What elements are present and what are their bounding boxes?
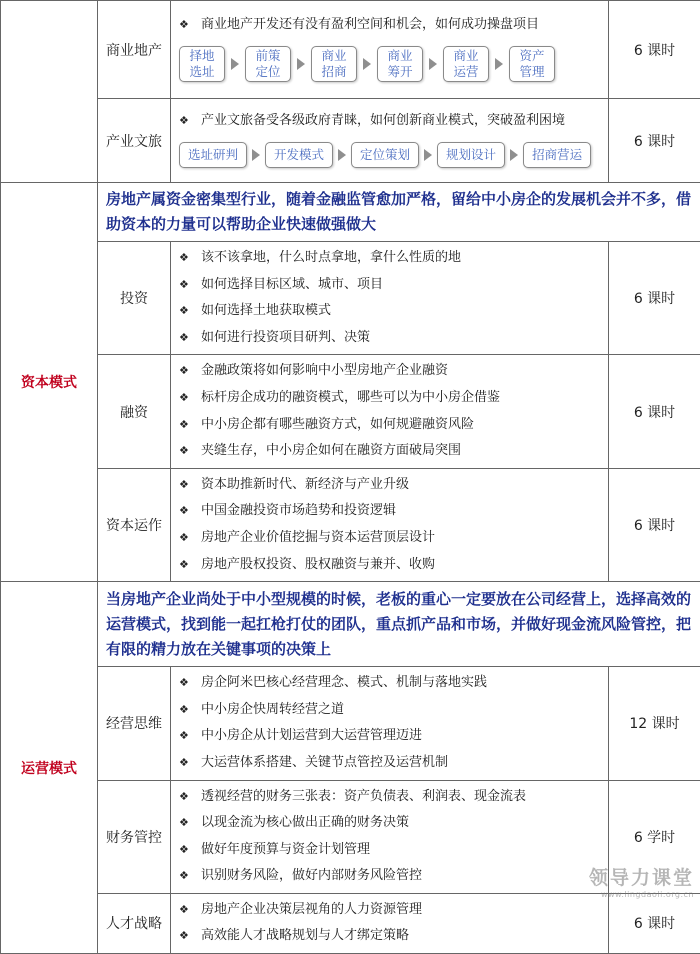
point-item xyxy=(179,325,608,352)
bullet-icon: ❖ xyxy=(179,670,201,697)
point-item xyxy=(179,245,608,272)
point-list xyxy=(171,105,608,138)
watermark-url: www.lingdaoli.org.cn xyxy=(589,890,694,899)
point-item xyxy=(179,108,608,135)
module-name: 人才战略 xyxy=(98,893,171,953)
bullet-icon: ❖ xyxy=(179,385,201,412)
point-text: 透视经营的财务三张表：资产负债表、利润表、现金流表 xyxy=(201,789,526,804)
point-item xyxy=(179,897,608,924)
point-list xyxy=(171,469,608,581)
point-text: 资本助推新时代、新经济与产业升级 xyxy=(201,477,409,492)
module-content xyxy=(171,242,609,355)
point-list xyxy=(171,667,608,779)
module-content xyxy=(171,667,609,780)
hours-cell: 6 课时 xyxy=(609,99,700,183)
arrow-right-icon xyxy=(424,149,432,161)
module-row xyxy=(1,1,700,99)
point-text: 如何选择土地获取模式 xyxy=(201,303,331,318)
bullet-icon: ❖ xyxy=(179,784,201,811)
point-item xyxy=(179,298,608,325)
section-intro-row xyxy=(1,582,700,667)
point-list xyxy=(171,781,608,893)
bullet-icon: ❖ xyxy=(179,810,201,837)
bullet-icon: ❖ xyxy=(179,498,201,525)
bullet-icon: ❖ xyxy=(179,697,201,724)
point-item xyxy=(179,272,608,299)
point-text: 金融政策将如何影响中小型房地产企业融资 xyxy=(201,363,448,378)
module-content xyxy=(171,893,609,953)
flow-step: 商业 运营 xyxy=(443,46,489,82)
point-text: 如何进行投资项目研判、决策 xyxy=(201,330,370,345)
point-text: 中小房企从计划运营到大运营管理迈进 xyxy=(201,728,422,743)
point-text: 高效能人才战略规划与人才绑定策略 xyxy=(201,928,409,943)
point-item xyxy=(179,498,608,525)
bullet-icon: ❖ xyxy=(179,245,201,272)
point-text: 该不该拿地，什么时点拿地，拿什么性质的地 xyxy=(201,250,461,265)
flow-step: 择地 选址 xyxy=(179,46,225,82)
module-name: 融资 xyxy=(98,355,171,468)
point-text: 中小房企都有哪些融资方式，如何规避融资风险 xyxy=(201,417,474,432)
category-cell xyxy=(1,1,98,183)
arrow-right-icon xyxy=(429,58,437,70)
module-content xyxy=(171,355,609,468)
category-cell: 运营模式 xyxy=(1,582,98,954)
hours-cell: 6 课时 xyxy=(609,893,700,953)
bullet-icon: ❖ xyxy=(179,272,201,299)
bullet-icon: ❖ xyxy=(179,412,201,439)
flow-step: 资产 管理 xyxy=(509,46,555,82)
hours-cell: 6 课时 xyxy=(609,242,700,355)
point-item xyxy=(179,810,608,837)
module-row xyxy=(1,355,700,468)
point-text: 识别财务风险，做好内部财务风险管控 xyxy=(201,868,422,883)
bullet-icon: ❖ xyxy=(179,325,201,352)
module-name: 资本运作 xyxy=(98,468,171,581)
point-text: 如何选择目标区域、城市、项目 xyxy=(201,277,383,292)
point-text: 房企阿米巴核心经营理念、模式、机制与落地实践 xyxy=(201,675,487,690)
watermark-title: 领导力课堂 xyxy=(589,863,694,890)
module-content xyxy=(171,99,609,183)
point-list xyxy=(171,355,608,467)
process-flow xyxy=(171,42,608,90)
section-intro: 当房地产企业尚处于中小型规模的时候，老板的重心一定要放在公司经营上，选择高效的运营模式，找到能一起扛枪打仗的团队，重点抓产品和市场，并做好现金流风险管控，把有限的精力放在关键事项的决策上 xyxy=(98,582,700,667)
hours-cell: 6 学时 xyxy=(609,780,700,893)
point-text: 标杆房企成功的融资模式，哪些可以为中小房企借鉴 xyxy=(201,390,500,405)
point-item xyxy=(179,923,608,950)
watermark xyxy=(589,863,694,899)
point-text: 中国金融投资市场趋势和投资逻辑 xyxy=(201,503,396,518)
bullet-icon: ❖ xyxy=(179,750,201,777)
arrow-right-icon xyxy=(252,149,260,161)
flow-step: 开发模式 xyxy=(265,142,333,168)
bullet-icon: ❖ xyxy=(179,837,201,864)
module-name: 商业地产 xyxy=(98,1,171,99)
bullet-icon: ❖ xyxy=(179,438,201,465)
hours-cell: 6 课时 xyxy=(609,468,700,581)
point-text: 房地产股权投资、股权融资与兼并、收购 xyxy=(201,557,435,572)
arrow-right-icon xyxy=(495,58,503,70)
arrow-right-icon xyxy=(231,58,239,70)
point-item xyxy=(179,697,608,724)
point-list xyxy=(171,242,608,354)
arrow-right-icon xyxy=(297,58,305,70)
point-item xyxy=(179,723,608,750)
flow-step: 招商营运 xyxy=(523,142,591,168)
module-name: 财务管控 xyxy=(98,780,171,893)
point-item xyxy=(179,784,608,811)
point-text: 大运营体系搭建、关键节点管控及运营机制 xyxy=(201,755,448,770)
arrow-right-icon xyxy=(510,149,518,161)
point-item xyxy=(179,385,608,412)
flow-step: 商业 招商 xyxy=(311,46,357,82)
flow-step: 规划设计 xyxy=(437,142,505,168)
flow-step: 商业 筹开 xyxy=(377,46,423,82)
bullet-icon: ❖ xyxy=(179,897,201,924)
bullet-icon: ❖ xyxy=(179,12,201,39)
point-text: 中小房企快周转经营之道 xyxy=(201,702,344,717)
module-content xyxy=(171,468,609,581)
bullet-icon: ❖ xyxy=(179,525,201,552)
module-name: 投资 xyxy=(98,242,171,355)
bullet-icon: ❖ xyxy=(179,552,201,579)
point-text: 以现金流为核心做出正确的财务决策 xyxy=(201,815,409,830)
hours-cell: 6 课时 xyxy=(609,355,700,468)
bullet-icon: ❖ xyxy=(179,923,201,950)
point-text: 做好年度预算与资金计划管理 xyxy=(201,842,370,857)
point-item xyxy=(179,863,608,890)
point-item xyxy=(179,12,608,39)
process-flow xyxy=(171,138,608,176)
arrow-right-icon xyxy=(338,149,346,161)
category-cell: 资本模式 xyxy=(1,183,98,582)
bullet-icon: ❖ xyxy=(179,298,201,325)
hours-cell: 12 课时 xyxy=(609,667,700,780)
module-name: 产业文旅 xyxy=(98,99,171,183)
flow-step: 选址研判 xyxy=(179,142,247,168)
module-row xyxy=(1,242,700,355)
flow-step: 前策 定位 xyxy=(245,46,291,82)
point-item xyxy=(179,358,608,385)
point-text: 夹缝生存，中小房企如何在融资方面破局突围 xyxy=(201,443,461,458)
point-text: 房地产企业决策层视角的人力资源管理 xyxy=(201,902,422,917)
bullet-icon: ❖ xyxy=(179,472,201,499)
point-item xyxy=(179,438,608,465)
point-item xyxy=(179,552,608,579)
bullet-icon: ❖ xyxy=(179,723,201,750)
bullet-icon: ❖ xyxy=(179,863,201,890)
point-list xyxy=(171,9,608,42)
point-list xyxy=(171,894,608,953)
point-item xyxy=(179,670,608,697)
hours-cell: 6 课时 xyxy=(609,1,700,99)
module-content xyxy=(171,1,609,99)
point-text: 产业文旅备受各级政府青睐，如何创新商业模式，突破盈利困境 xyxy=(201,113,565,128)
module-row xyxy=(1,667,700,780)
section-intro-row xyxy=(1,183,700,242)
arrow-right-icon xyxy=(363,58,371,70)
point-item xyxy=(179,472,608,499)
flow-step: 定位策划 xyxy=(351,142,419,168)
section-intro: 房地产属资金密集型行业，随着金融监管愈加严格，留给中小房企的发展机会并不多，借助资本的力量可以帮助企业快速做强做大 xyxy=(98,183,700,242)
point-text: 房地产企业价值挖掘与资本运营顶层设计 xyxy=(201,530,435,545)
point-item xyxy=(179,750,608,777)
point-item xyxy=(179,837,608,864)
module-row xyxy=(1,99,700,183)
bullet-icon: ❖ xyxy=(179,358,201,385)
point-item xyxy=(179,525,608,552)
point-item xyxy=(179,412,608,439)
bullet-icon: ❖ xyxy=(179,108,201,135)
module-row xyxy=(1,468,700,581)
point-text: 商业地产开发还有没有盈利空间和机会，如何成功操盘项目 xyxy=(201,17,539,32)
module-content xyxy=(171,780,609,893)
module-name: 经营思维 xyxy=(98,667,171,780)
module-row xyxy=(1,893,700,953)
